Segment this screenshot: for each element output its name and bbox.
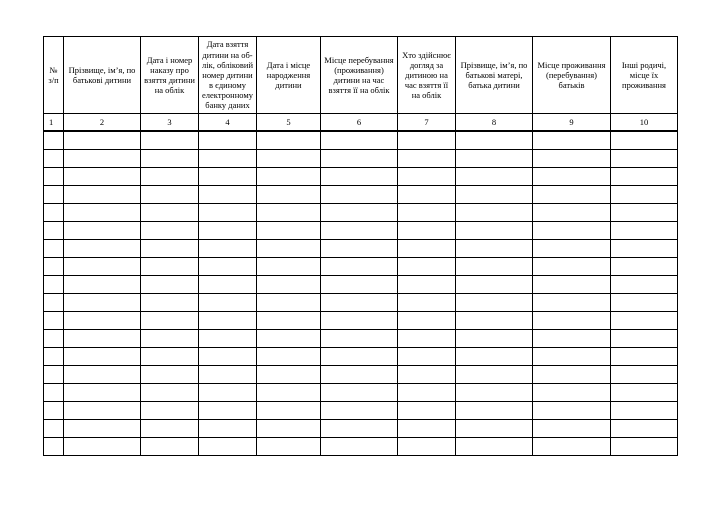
table-cell[interactable]: [321, 276, 398, 294]
table-cell[interactable]: [456, 330, 533, 348]
table-cell[interactable]: [44, 168, 64, 186]
table-cell[interactable]: [456, 131, 533, 150]
table-cell[interactable]: [456, 294, 533, 312]
table-cell[interactable]: [44, 204, 64, 222]
table-cell[interactable]: [611, 276, 678, 294]
table-cell[interactable]: [398, 330, 456, 348]
column-number-cell: 6: [321, 114, 398, 132]
register-table: [43, 36, 678, 456]
table-cell[interactable]: [64, 240, 141, 258]
table-cell[interactable]: [64, 420, 141, 438]
table-row: [44, 366, 678, 384]
table-cell[interactable]: [398, 294, 456, 312]
table-cell[interactable]: [533, 276, 611, 294]
header-cell-child-name: Прізвище, ім’я, по батькові дитини: [64, 37, 141, 114]
table-cell[interactable]: [141, 420, 199, 438]
table-cell[interactable]: [321, 240, 398, 258]
table-cell[interactable]: [64, 168, 141, 186]
column-number-cell: 4: [199, 114, 257, 132]
table-cell[interactable]: [398, 186, 456, 204]
table-cell[interactable]: [533, 402, 611, 420]
table-cell[interactable]: [398, 240, 456, 258]
table-cell[interactable]: [611, 168, 678, 186]
table-cell[interactable]: [64, 384, 141, 402]
table-cell[interactable]: [611, 348, 678, 366]
table-cell[interactable]: [257, 186, 321, 204]
table-cell[interactable]: [611, 438, 678, 456]
table-cell[interactable]: [321, 438, 398, 456]
header-cell-birth-date-place: Дата і місце народження дитини: [257, 37, 321, 114]
table-cell[interactable]: [199, 420, 257, 438]
table-cell[interactable]: [456, 222, 533, 240]
column-number-cell: 1: [44, 114, 64, 132]
table-cell[interactable]: [611, 384, 678, 402]
table-cell[interactable]: [533, 384, 611, 402]
table-cell[interactable]: [64, 204, 141, 222]
table-row: [44, 150, 678, 168]
table-cell[interactable]: [456, 366, 533, 384]
column-number-cell: 7: [398, 114, 456, 132]
table-cell[interactable]: [398, 204, 456, 222]
table-cell[interactable]: [257, 240, 321, 258]
table-cell[interactable]: [533, 131, 611, 150]
header-row: [44, 37, 678, 114]
table-cell[interactable]: [533, 168, 611, 186]
table-row: [44, 276, 678, 294]
table-cell[interactable]: [321, 168, 398, 186]
table-cell[interactable]: [533, 222, 611, 240]
table-cell[interactable]: [141, 204, 199, 222]
table-cell[interactable]: [257, 258, 321, 276]
table-cell[interactable]: [44, 186, 64, 204]
table-cell[interactable]: [199, 240, 257, 258]
table-cell[interactable]: [141, 222, 199, 240]
table-cell[interactable]: [199, 330, 257, 348]
table-cell[interactable]: [533, 420, 611, 438]
table-row: [44, 222, 678, 240]
table-cell[interactable]: [64, 402, 141, 420]
table-cell[interactable]: [199, 131, 257, 150]
table-cell[interactable]: [611, 150, 678, 168]
column-number-row: [44, 114, 678, 132]
table-row: [44, 402, 678, 420]
table-cell[interactable]: [456, 384, 533, 402]
table-cell[interactable]: [141, 384, 199, 402]
table-cell[interactable]: [456, 204, 533, 222]
header-cell-residence-place: Місце перебування (проживання) дитини на час взяття її на облік: [321, 37, 398, 114]
header-cell-number: № з/п: [44, 37, 64, 114]
column-number-cell: 5: [257, 114, 321, 132]
table-cell[interactable]: [321, 420, 398, 438]
table-cell[interactable]: [199, 168, 257, 186]
table-cell[interactable]: [199, 312, 257, 330]
table-cell[interactable]: [611, 402, 678, 420]
table-cell[interactable]: [141, 150, 199, 168]
table-row: [44, 384, 678, 402]
table-cell[interactable]: [398, 276, 456, 294]
table-cell[interactable]: [456, 420, 533, 438]
table-cell[interactable]: [611, 294, 678, 312]
table-cell[interactable]: [257, 222, 321, 240]
table-cell[interactable]: [257, 276, 321, 294]
table-cell[interactable]: [456, 312, 533, 330]
table-cell[interactable]: [141, 186, 199, 204]
table-cell[interactable]: [64, 438, 141, 456]
table-cell[interactable]: [44, 258, 64, 276]
table-cell[interactable]: [141, 330, 199, 348]
table-cell[interactable]: [199, 204, 257, 222]
table-cell[interactable]: [44, 276, 64, 294]
table-cell[interactable]: [533, 204, 611, 222]
table-cell[interactable]: [257, 438, 321, 456]
table-cell[interactable]: [257, 131, 321, 150]
table-row: [44, 131, 678, 150]
table-row: [44, 330, 678, 348]
table-cell[interactable]: [64, 330, 141, 348]
table-cell[interactable]: [533, 330, 611, 348]
table-cell[interactable]: [44, 330, 64, 348]
table-cell[interactable]: [64, 348, 141, 366]
table-cell[interactable]: [44, 420, 64, 438]
table-cell[interactable]: [199, 384, 257, 402]
table-cell[interactable]: [141, 312, 199, 330]
table-cell[interactable]: [44, 402, 64, 420]
column-number-cell: 10: [611, 114, 678, 132]
table-cell[interactable]: [398, 258, 456, 276]
table-cell[interactable]: [44, 438, 64, 456]
table-row: [44, 294, 678, 312]
table-cell[interactable]: [199, 366, 257, 384]
table-cell[interactable]: [141, 168, 199, 186]
table-cell[interactable]: [199, 348, 257, 366]
table-cell[interactable]: [533, 366, 611, 384]
table-row: [44, 312, 678, 330]
table-cell[interactable]: [64, 312, 141, 330]
table-cell[interactable]: [141, 366, 199, 384]
table-cell[interactable]: [611, 222, 678, 240]
table-cell[interactable]: [321, 402, 398, 420]
table-cell[interactable]: [533, 150, 611, 168]
table-cell[interactable]: [141, 258, 199, 276]
table-cell[interactable]: [257, 150, 321, 168]
table-cell[interactable]: [321, 366, 398, 384]
table-cell[interactable]: [398, 402, 456, 420]
table-cell[interactable]: [321, 222, 398, 240]
table-row: [44, 186, 678, 204]
table-cell[interactable]: [44, 150, 64, 168]
table-cell[interactable]: [456, 402, 533, 420]
table-cell[interactable]: [257, 420, 321, 438]
table-cell[interactable]: [64, 131, 141, 150]
table-cell[interactable]: [611, 186, 678, 204]
table-cell[interactable]: [64, 222, 141, 240]
table-row: [44, 258, 678, 276]
table-cell[interactable]: [533, 294, 611, 312]
table-row: [44, 348, 678, 366]
table-row: [44, 204, 678, 222]
table-cell[interactable]: [321, 294, 398, 312]
header-cell-parents-name: Прізвище, ім’я, по батькові матері, батька дитини: [456, 37, 533, 114]
table-cell[interactable]: [321, 186, 398, 204]
table-cell[interactable]: [141, 348, 199, 366]
table-cell[interactable]: [199, 258, 257, 276]
table-cell[interactable]: [44, 294, 64, 312]
table-cell[interactable]: [199, 438, 257, 456]
table-cell[interactable]: [611, 204, 678, 222]
table-cell[interactable]: [199, 222, 257, 240]
table-cell[interactable]: [456, 168, 533, 186]
table-cell[interactable]: [141, 438, 199, 456]
table-cell[interactable]: [398, 384, 456, 402]
table-cell[interactable]: [199, 294, 257, 312]
table-cell[interactable]: [398, 150, 456, 168]
table-cell[interactable]: [398, 312, 456, 330]
table-cell[interactable]: [44, 222, 64, 240]
table-cell[interactable]: [257, 402, 321, 420]
table-cell[interactable]: [141, 131, 199, 150]
table-cell[interactable]: [398, 366, 456, 384]
table-cell[interactable]: [64, 276, 141, 294]
table-cell[interactable]: [456, 150, 533, 168]
table-cell[interactable]: [533, 348, 611, 366]
table-cell[interactable]: [141, 240, 199, 258]
header-cell-parents-residence: Місце проживання (перебування) батьків: [533, 37, 611, 114]
table-cell[interactable]: [611, 330, 678, 348]
table-cell[interactable]: [533, 258, 611, 276]
table-cell[interactable]: [398, 222, 456, 240]
header-cell-other-relatives: Інші родичі, місце їх проживання: [611, 37, 678, 114]
table-cell[interactable]: [257, 330, 321, 348]
column-number-cell: 9: [533, 114, 611, 132]
header-cell-registration-date: Дата взяття дитини на об-лік, обліковий номер дитини в єдиному електронному банку даних: [199, 37, 257, 114]
table-cell[interactable]: [533, 312, 611, 330]
table-row: [44, 420, 678, 438]
table-cell[interactable]: [199, 402, 257, 420]
table-cell[interactable]: [321, 258, 398, 276]
table-row: [44, 168, 678, 186]
table-cell[interactable]: [398, 348, 456, 366]
table-cell[interactable]: [257, 348, 321, 366]
table-cell[interactable]: [64, 366, 141, 384]
table-cell[interactable]: [398, 420, 456, 438]
table-cell[interactable]: [398, 168, 456, 186]
table-cell[interactable]: [398, 131, 456, 150]
table-cell[interactable]: [456, 258, 533, 276]
table-cell[interactable]: [257, 384, 321, 402]
table-cell[interactable]: [44, 384, 64, 402]
table-cell[interactable]: [321, 384, 398, 402]
table-cell[interactable]: [257, 168, 321, 186]
table-cell[interactable]: [257, 294, 321, 312]
table-cell[interactable]: [611, 366, 678, 384]
table-cell[interactable]: [44, 312, 64, 330]
table-cell[interactable]: [533, 438, 611, 456]
table-cell[interactable]: [64, 186, 141, 204]
table-cell[interactable]: [533, 240, 611, 258]
table-cell[interactable]: [44, 348, 64, 366]
table-cell[interactable]: [456, 186, 533, 204]
table-cell[interactable]: [199, 186, 257, 204]
table-cell[interactable]: [257, 312, 321, 330]
table-cell[interactable]: [611, 240, 678, 258]
table-cell[interactable]: [141, 294, 199, 312]
table-cell[interactable]: [611, 258, 678, 276]
table-cell[interactable]: [533, 186, 611, 204]
table-row: [44, 438, 678, 456]
table-cell[interactable]: [141, 402, 199, 420]
table-cell[interactable]: [44, 240, 64, 258]
table-cell[interactable]: [321, 150, 398, 168]
table-cell[interactable]: [321, 204, 398, 222]
table-cell[interactable]: [321, 348, 398, 366]
table-cell[interactable]: [611, 131, 678, 150]
table-cell[interactable]: [321, 330, 398, 348]
table-cell[interactable]: [456, 438, 533, 456]
table-cell[interactable]: [64, 150, 141, 168]
table-cell[interactable]: [64, 258, 141, 276]
table-cell[interactable]: [44, 131, 64, 150]
table-cell[interactable]: [44, 366, 64, 384]
table-cell[interactable]: [321, 131, 398, 150]
table-cell[interactable]: [141, 276, 199, 294]
table-cell[interactable]: [611, 312, 678, 330]
header-cell-order-date-number: Дата і номер наказу про взяття дитини на облік: [141, 37, 199, 114]
column-number-cell: 8: [456, 114, 533, 132]
table-cell[interactable]: [611, 420, 678, 438]
table-cell[interactable]: [456, 240, 533, 258]
table-cell[interactable]: [456, 276, 533, 294]
table-cell[interactable]: [64, 294, 141, 312]
header-cell-caregiver: Хто здійснює догляд за дитиною на час взяття її на облік: [398, 37, 456, 114]
table-cell[interactable]: [257, 366, 321, 384]
table-cell[interactable]: [199, 276, 257, 294]
table-cell[interactable]: [456, 348, 533, 366]
table-cell[interactable]: [257, 204, 321, 222]
column-number-cell: 2: [64, 114, 141, 132]
table-cell[interactable]: [398, 438, 456, 456]
table-cell[interactable]: [321, 312, 398, 330]
column-number-cell: 3: [141, 114, 199, 132]
table-row: [44, 240, 678, 258]
table-cell[interactable]: [199, 150, 257, 168]
